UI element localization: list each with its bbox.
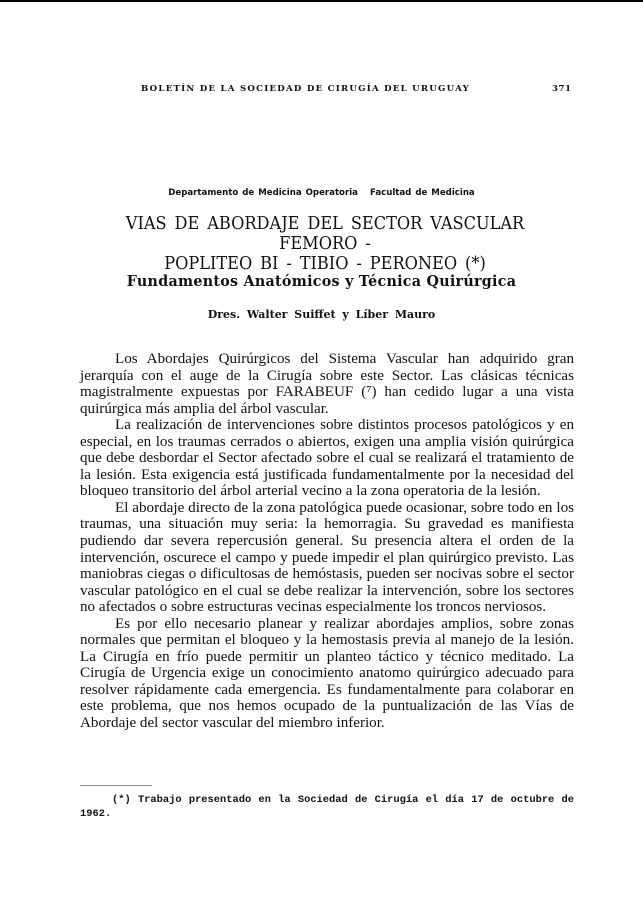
department-name: Departamento de Medicina Operatoria [168,188,358,198]
body-paragraph: La realización de intervenciones sobre distintos procesos patológicos y en especial, en los traumas cerrados o abiertos, exigen una amplia visión quirúrgica que debe desbordar el Sector afectado sobre el cual se realizará el tratamiento de la lesión. Esta exigencia está justificada fundamentalmente por la necesidad del bloqueo transitorio del árbol arterial vecino a la zona operatoria de la lesión. [80,417,574,500]
article-body [80,351,574,732]
faculty-name: Facultad de Medicina [369,188,475,198]
body-paragraph: El abordaje directo de la zona patológica puede ocasionar, sobre todo en los traumas, una situación muy seria: la hemorragia. Su gravedad es manifiesta pudiendo dar severa repercusión general. Su presencia altera el orden de la intervención, oscurece el campo y puede impedir el plan quirúrgico previsto. Las maniobras ciegas o dificultosas de hemóstasis, pueden ser nocivas sobre el sector vascular patológico en el cual se debe realizar la intervención, sobre los sectores no afectados o sobre estructuras vecinas especialmente los troncos nerviosos. [80,499,574,616]
journal-title: BOLETÍN DE LA SOCIEDAD DE CIRUGÍA DEL URUGUAY [141,84,470,94]
footnote-divider [80,785,152,786]
article-title-line-1: VIAS DE ABORDAJE DEL SECTOR VASCULAR FEMORO - [125,214,525,254]
body-paragraph: Los Abordajes Quirúrgicos del Sistema Vascular han adquirido gran jerarquía con el auge de la Cirugía sobre este Sector. Las clásicas técnicas magistralmente expuestas por FARABEUF (⁷) han cedido lugar a una vista quirúrgica más amplia del árbol vascular. [80,351,574,417]
body-paragraph: Es por ello necesario planear y realizar abordajes amplios, sobre zonas normales que permitan el bloqueo y la hemostasis previa al manejo de la lesión. La Cirugía en frío puede permitir un planteo táctico y técnico meditado. La Cirugía de Urgencia exige un conocimiento anatomo quirúrgico adecuado para resolver rápidamente cada emergencia. Es fundamentalmente para colaborar en este problema, que nos hemos ocupado de la puntualización de las Vías de Abordaje del sector vascular del miembro inferior. [80,615,574,732]
page-number: 371 [552,84,572,94]
footnote: (*) Trabajo presentado en la Sociedad de Cirugía el día 17 de octubre de 1962. [80,794,574,820]
article-subtitle: Fundamentos Anatómicos y Técnica Quirúrgica [126,272,517,290]
affiliation [0,188,643,198]
article-title [88,214,562,274]
article-title-line-2: POPLITEO BI - TIBIO - PERONEO (*) [164,254,486,274]
article-authors: Dres. Walter Suiffet y Líber Mauro [207,308,436,321]
